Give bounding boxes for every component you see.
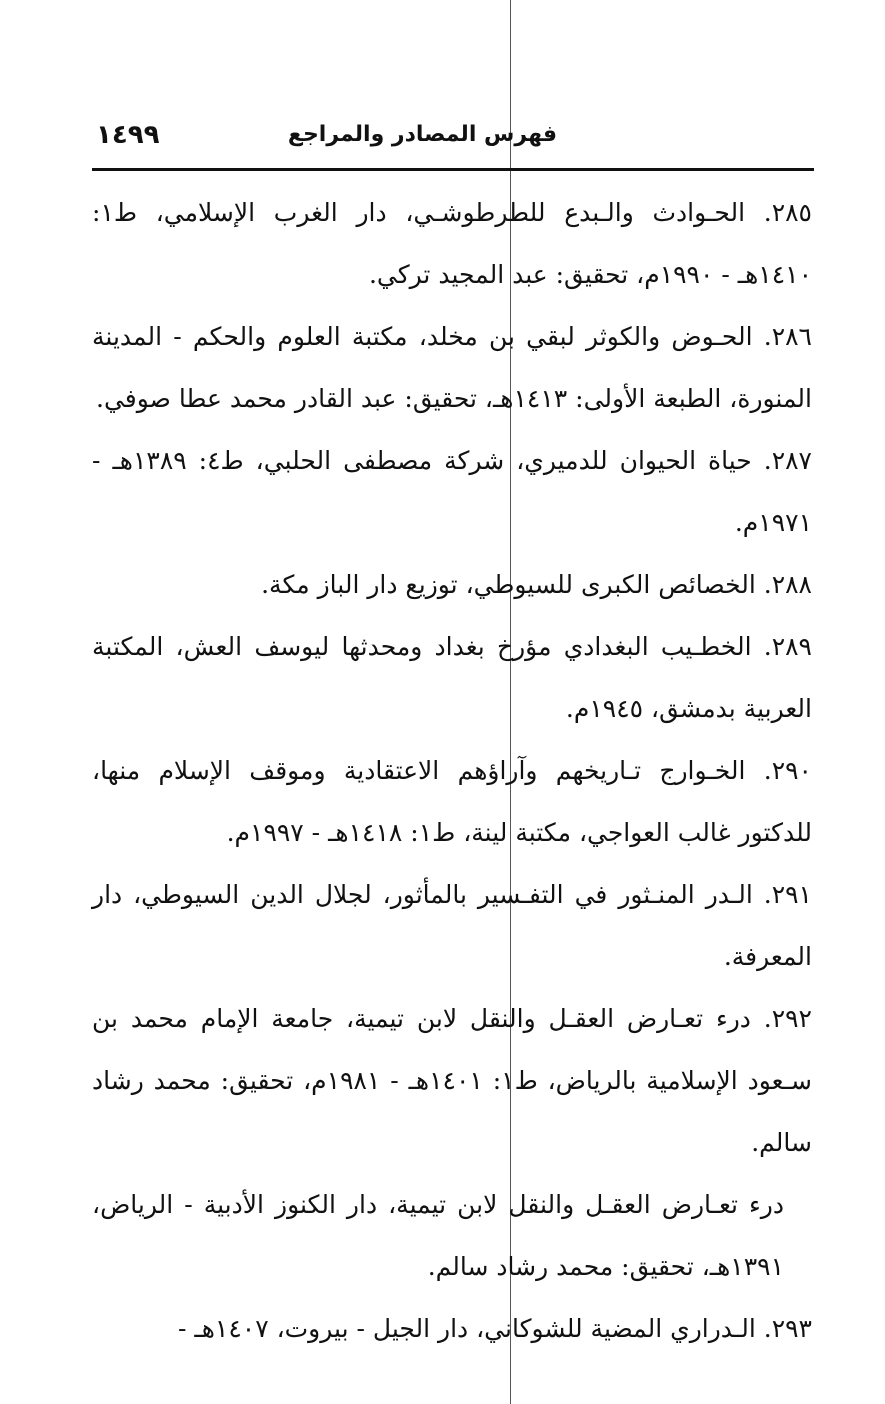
page-number: ١٤٩٩ <box>96 120 160 150</box>
header-divider <box>92 168 814 171</box>
reference-entry-287: ٢٨٧. حياة الحيوان للدميري، شركة مصطفى الحلبي، ط٤: ١٣٨٩هـ - ١٩٧١م. <box>92 446 812 537</box>
reference-entry-293: ٢٩٣. الـدراري المضية للشوكاني، دار الجيل - بيروت، ١٤٠٧هـ - <box>178 1314 812 1343</box>
reference-entry-292-alt-edition: درء تعـارض العقـل والنقل لابن تيمية، دار الكنوز الأدبية - الرياض، ١٣٩١هـ، تحقيق: محمد رشاد سالم. <box>92 1190 784 1281</box>
reference-entry-289: ٢٨٩. الخطـيب البغدادي مؤرخ بغداد ومحدثها ليوسف العش، المكتبة العربية بدمشق، ١٩٤٥م. <box>92 632 812 723</box>
page-header <box>92 118 812 162</box>
references-list <box>92 182 812 1360</box>
reference-entry-285: ٢٨٥. الحـوادث والـبدع للطرطوشـي، دار الغرب الإسلامي، ط١: ١٤١٠هـ - ١٩٩٠م، تحقيق: عبد المجيد تركي. <box>92 198 812 289</box>
reference-entry-288: ٢٨٨. الخصائص الكبرى للسيوطي، توزيع دار الباز مكة. <box>261 570 812 599</box>
reference-entry-292: ٢٩٢. درء تعـارض العقـل والنقل لابن تيمية، جامعة الإمام محمد بن سـعود الإسلامية بالرياض، ط١: ١٤٠١هـ - ١٩٨١م، تحقيق: محمد رشاد سالم. <box>92 1004 812 1157</box>
page-title: فهرس المصادر والمراجع <box>287 122 557 147</box>
reference-entry-286: ٢٨٦. الحـوض والكوثر لبقي بن مخلد، مكتبة العلوم والحكم - المدينة المنورة، الطبعة الأولى: ١٤١٣هـ، تحقيق: عبد القادر محمد عطا صوفي. <box>92 322 812 413</box>
reference-entry-291: ٢٩١. الـدر المنـثور في التفـسير بالمأثور، لجلال الدين السيوطي، دار المعرفة. <box>92 880 812 971</box>
reference-entry-290: ٢٩٠. الخـوارج تـاريخهم وآراؤهم الاعتقادية وموقف الإسلام منها، للدكتور غالب العواجي، مكتبة لينة، ط١: ١٤١٨هـ - ١٩٩٧م. <box>92 756 812 847</box>
